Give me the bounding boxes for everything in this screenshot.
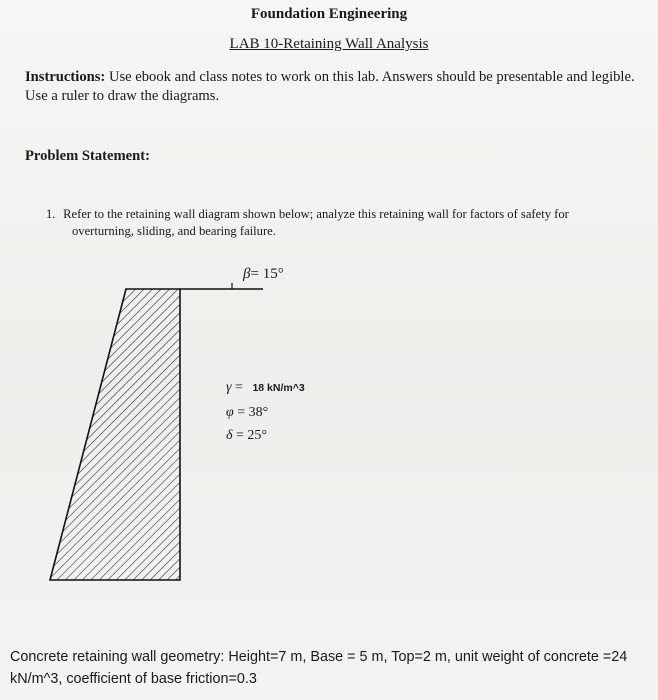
beta-value: = 15°	[250, 266, 284, 282]
delta-value: = 25°	[236, 428, 268, 443]
beta-symbol: β	[243, 266, 251, 282]
geometry-line-1: Concrete retaining wall geometry: Height=7 m, Base = 5 m, Top=2 m, unit weight of concrete =24	[10, 649, 628, 665]
delta-property	[226, 428, 267, 444]
lab-subtitle: LAB 10-Retaining Wall Analysis	[229, 36, 429, 52]
problem-heading: Problem Statement:	[25, 148, 150, 164]
delta-symbol: δ	[226, 428, 233, 443]
question-line-2: overturning, sliding, and bearing failure.	[72, 224, 276, 238]
phi-property	[226, 405, 268, 421]
gamma-property	[226, 380, 305, 396]
instructions-label: Instructions:	[25, 69, 106, 85]
instructions-text: Use ebook and class notes to work on this lab. Answers should be presentable and legible. Use a ruler to draw the diagrams.	[25, 69, 635, 104]
page-title: Foundation Engineering	[250, 6, 408, 22]
wall-geometry-text	[10, 646, 650, 690]
phi-value: = 38°	[237, 405, 269, 420]
wall-body	[50, 289, 180, 580]
beta-label	[243, 266, 284, 283]
gamma-equals: =	[235, 380, 243, 395]
question-number: 1.	[46, 207, 56, 221]
question-line-1: Refer to the retaining wall diagram shown below; analyze this retaining wall for factors of safety for	[63, 207, 569, 221]
gamma-value: 18 kN/m^3	[252, 382, 305, 394]
geometry-line-2: kN/m^3, coefficient of base friction=0.3	[10, 671, 257, 687]
phi-symbol: φ	[226, 405, 234, 420]
gamma-symbol: γ	[226, 380, 232, 395]
